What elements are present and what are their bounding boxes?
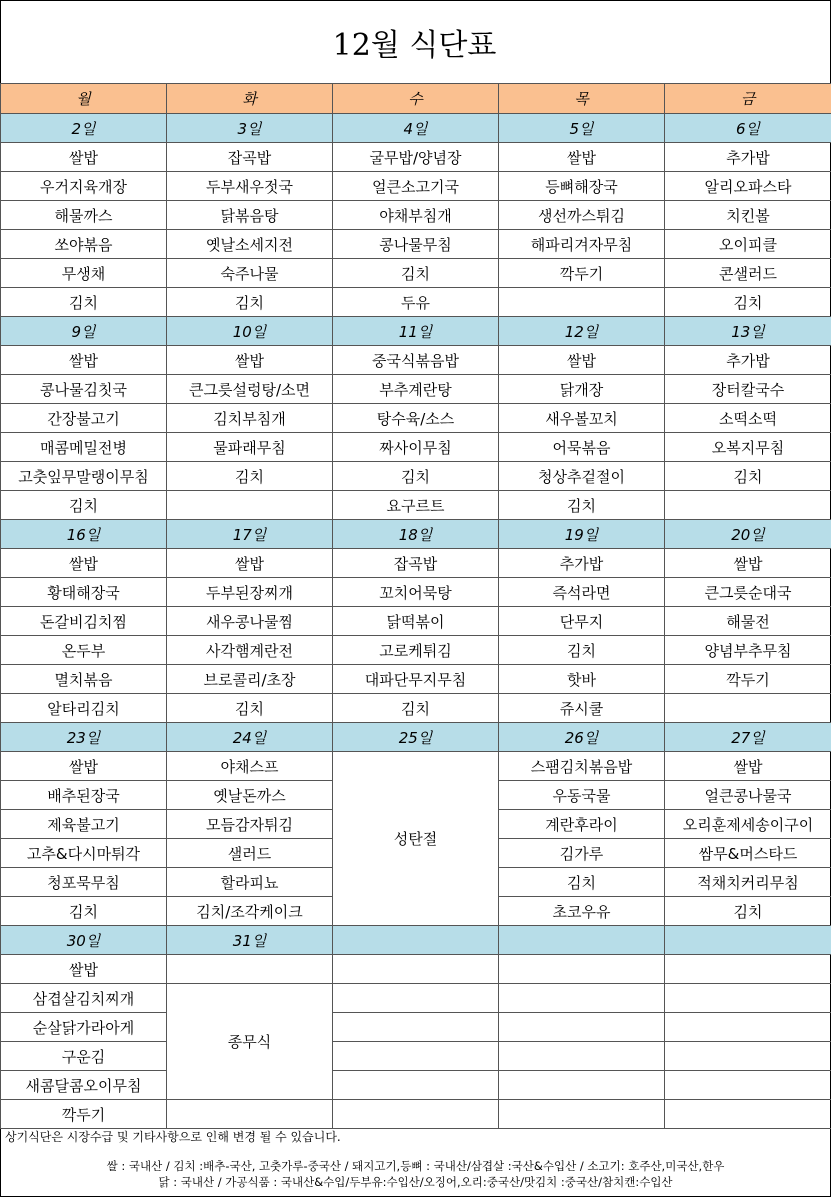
menu-cell: 콩나물무침 <box>333 230 499 259</box>
menu-cell: 김치 <box>665 462 831 491</box>
menu-row <box>1 433 831 462</box>
menu-cell: 간장불고기 <box>1 404 167 433</box>
page-title: 12월 식단표 <box>332 27 497 63</box>
menu-cell: 꼬치어묵탕 <box>333 578 499 607</box>
menu-cell <box>665 1042 831 1071</box>
menu-cell: 얼큰콩나물국 <box>665 781 831 810</box>
menu-cell: 우동국물 <box>499 781 665 810</box>
menu-cell: 온두부 <box>1 636 167 665</box>
menu-row <box>1 404 831 433</box>
menu-cell: 김치 <box>499 636 665 665</box>
menu-row <box>1 752 831 781</box>
menu-cell <box>499 1071 665 1100</box>
menu-cell: 새우볼꼬치 <box>499 404 665 433</box>
date-row <box>1 114 831 143</box>
menu-cell: 적채치커리무침 <box>665 868 831 897</box>
menu-row <box>1 346 831 375</box>
menu-cell: 샐러드 <box>167 839 333 868</box>
menu-cell: 소떡소떡 <box>665 404 831 433</box>
menu-cell: 물파래무침 <box>167 433 333 462</box>
date-cell: 18일 <box>333 520 499 549</box>
menu-cell: 새콤달콤오이무침 <box>1 1071 167 1100</box>
menu-cell <box>499 984 665 1013</box>
notice-text: 상기식단은 시장수급 및 기타사항으로 인해 변경 될 수 있습니다. <box>5 1130 341 1144</box>
weekday-header-row <box>1 84 831 114</box>
menu-cell: 쌀밥 <box>1 143 167 172</box>
menu-cell: 오이피클 <box>665 230 831 259</box>
menu-cell: 고로케튀김 <box>333 636 499 665</box>
menu-cell: 김치 <box>333 259 499 288</box>
menu-cell: 순살닭가라아게 <box>1 1013 167 1042</box>
menu-cell: 할라피뇨 <box>167 868 333 897</box>
menu-cell: 핫바 <box>499 665 665 694</box>
date-cell: 10일 <box>167 317 333 346</box>
menu-cell: 요구르트 <box>333 491 499 520</box>
menu-cell: 계란후라이 <box>499 810 665 839</box>
menu-cell: 닭볶음탕 <box>167 201 333 230</box>
menu-cell: 추가밥 <box>665 143 831 172</box>
date-row <box>1 520 831 549</box>
menu-cell: 깍두기 <box>665 665 831 694</box>
menu-cell: 김치 <box>1 897 167 926</box>
menu-cell: 알리오파스타 <box>665 172 831 201</box>
menu-cell: 브로콜리/초장 <box>167 665 333 694</box>
menu-cell: 김치 <box>333 694 499 723</box>
menu-cell: 잡곡밥 <box>167 143 333 172</box>
menu-cell: 추가밥 <box>499 549 665 578</box>
menu-cell: 추가밥 <box>665 346 831 375</box>
menu-row <box>1 636 831 665</box>
menu-cell: 부추계란탕 <box>333 375 499 404</box>
date-cell <box>333 926 499 955</box>
date-cell <box>665 926 831 955</box>
menu-row <box>1 578 831 607</box>
menu-cell: 구운김 <box>1 1042 167 1071</box>
menu-cell: 깍두기 <box>1 1100 167 1129</box>
menu-cell: 청포묵무침 <box>1 868 167 897</box>
menu-cell: 배추된장국 <box>1 781 167 810</box>
menu-row <box>1 172 831 201</box>
menu-row <box>1 1042 831 1071</box>
menu-cell: 돈갈비김치찜 <box>1 607 167 636</box>
menu-cell: 제육불고기 <box>1 810 167 839</box>
menu-cell <box>665 1071 831 1100</box>
menu-cell <box>499 1042 665 1071</box>
menu-cell <box>167 491 333 520</box>
menu-cell: 우거지육개장 <box>1 172 167 201</box>
menu-row <box>1 607 831 636</box>
menu-cell: 새우콩나물찜 <box>167 607 333 636</box>
menu-cell: 알타리김치 <box>1 694 167 723</box>
menu-cell: 얼큰소고기국 <box>333 172 499 201</box>
menu-row <box>1 694 831 723</box>
menu-cell: 쌀밥 <box>167 346 333 375</box>
menu-cell: 오복지무침 <box>665 433 831 462</box>
menu-cell: 무생채 <box>1 259 167 288</box>
menu-cell <box>499 1013 665 1042</box>
menu-cell: 김치/조각케이크 <box>167 897 333 926</box>
date-cell: 24일 <box>167 723 333 752</box>
date-cell: 25일 <box>333 723 499 752</box>
menu-cell: 짜사이무침 <box>333 433 499 462</box>
menu-cell: 옛날소세지전 <box>167 230 333 259</box>
menu-row <box>1 201 831 230</box>
menu-cell <box>333 1100 499 1129</box>
origin-info <box>0 1158 831 1190</box>
menu-cell: 멸치볶음 <box>1 665 167 694</box>
menu-cell: 김치 <box>1 288 167 317</box>
menu-cell: 장터칼국수 <box>665 375 831 404</box>
menu-cell <box>665 984 831 1013</box>
menu-cell <box>665 1013 831 1042</box>
menu-cell: 김가루 <box>499 839 665 868</box>
menu-row <box>1 549 831 578</box>
menu-cell: 김치 <box>665 288 831 317</box>
menu-cell: 등뼈해장국 <box>499 172 665 201</box>
menu-row <box>1 1013 831 1042</box>
date-cell: 13일 <box>665 317 831 346</box>
menu-cell: 두유 <box>333 288 499 317</box>
menu-cell: 잡곡밥 <box>333 549 499 578</box>
menu-cell: 쌀밥 <box>665 549 831 578</box>
menu-row <box>1 1100 831 1129</box>
menu-cell: 해물전 <box>665 607 831 636</box>
menu-cell <box>167 1100 333 1129</box>
origin-line-2: 닭 : 국내산 / 가공식품 : 국내산&수입/두부유:수입산/오징어,오리:중국산/맛김치 :중국산/참치캔:수입산 <box>158 1175 673 1189</box>
menu-cell: 고춧잎무말랭이무침 <box>1 462 167 491</box>
date-cell: 16일 <box>1 520 167 549</box>
menu-cell: 야채스프 <box>167 752 333 781</box>
menu-cell: 양념부추무침 <box>665 636 831 665</box>
menu-cell: 쌀밥 <box>499 143 665 172</box>
menu-cell: 콘샐러드 <box>665 259 831 288</box>
weekday-header: 목 <box>499 84 665 114</box>
menu-cell <box>333 1071 499 1100</box>
menu-row <box>1 375 831 404</box>
menu-cell: 생선까스튀김 <box>499 201 665 230</box>
menu-cell: 탕수육/소스 <box>333 404 499 433</box>
weekday-header: 금 <box>665 84 831 114</box>
menu-row <box>1 143 831 172</box>
menu-cell: 김치 <box>665 897 831 926</box>
date-cell: 30일 <box>1 926 167 955</box>
menu-cell: 매콤메밀전병 <box>1 433 167 462</box>
menu-cell: 쏘야볶음 <box>1 230 167 259</box>
date-cell: 5일 <box>499 114 665 143</box>
menu-cell: 김치 <box>499 491 665 520</box>
menu-cell: 옛날돈까스 <box>167 781 333 810</box>
date-cell: 23일 <box>1 723 167 752</box>
menu-row <box>1 462 831 491</box>
menu-cell: 큰그릇설렁탕/소면 <box>167 375 333 404</box>
menu-cell <box>499 288 665 317</box>
date-cell: 2일 <box>1 114 167 143</box>
menu-cell <box>499 1100 665 1129</box>
menu-cell: 김치부침개 <box>167 404 333 433</box>
weekday-header: 수 <box>333 84 499 114</box>
menu-cell: 단무지 <box>499 607 665 636</box>
menu-cell: 야채부침개 <box>333 201 499 230</box>
menu-cell: 콩나물김칫국 <box>1 375 167 404</box>
menu-cell: 오리훈제세송이구이 <box>665 810 831 839</box>
menu-cell <box>333 955 499 984</box>
menu-cell: 대파단무지무침 <box>333 665 499 694</box>
date-cell: 12일 <box>499 317 665 346</box>
menu-cell <box>665 694 831 723</box>
menu-cell: 깍두기 <box>499 259 665 288</box>
menu-cell: 해파리겨자무침 <box>499 230 665 259</box>
menu-cell <box>499 955 665 984</box>
menu-cell: 황태해장국 <box>1 578 167 607</box>
date-cell: 11일 <box>333 317 499 346</box>
menu-cell: 해물까스 <box>1 201 167 230</box>
menu-cell: 치킨볼 <box>665 201 831 230</box>
date-cell: 27일 <box>665 723 831 752</box>
menu-row <box>1 1071 831 1100</box>
menu-cell: 닭개장 <box>499 375 665 404</box>
date-cell: 3일 <box>167 114 333 143</box>
date-row <box>1 723 831 752</box>
date-cell: 4일 <box>333 114 499 143</box>
menu-cell: 쌀밥 <box>1 752 167 781</box>
menu-row <box>1 665 831 694</box>
menu-cell: 쌀밥 <box>665 752 831 781</box>
weekday-header: 화 <box>167 84 333 114</box>
menu-cell: 초코우유 <box>499 897 665 926</box>
closing-cell: 종무식 <box>167 984 333 1100</box>
menu-cell: 모듬감자튀김 <box>167 810 333 839</box>
date-cell: 6일 <box>665 114 831 143</box>
menu-cell <box>665 1100 831 1129</box>
menu-cell: 김치 <box>167 288 333 317</box>
menu-cell: 두부된장찌개 <box>167 578 333 607</box>
menu-cell: 김치 <box>1 491 167 520</box>
menu-cell: 큰그릇순대국 <box>665 578 831 607</box>
menu-row <box>1 984 831 1013</box>
menu-cell <box>665 955 831 984</box>
menu-cell: 김치 <box>333 462 499 491</box>
date-cell: 26일 <box>499 723 665 752</box>
date-row <box>1 926 831 955</box>
date-cell: 20일 <box>665 520 831 549</box>
menu-cell: 삼겹살김치찌개 <box>1 984 167 1013</box>
menu-cell: 고추&다시마튀각 <box>1 839 167 868</box>
menu-row <box>1 491 831 520</box>
menu-cell: 쌀밥 <box>167 549 333 578</box>
menu-cell: 어묵볶음 <box>499 433 665 462</box>
menu-cell: 두부새우젓국 <box>167 172 333 201</box>
menu-cell: 김치 <box>167 462 333 491</box>
menu-table <box>0 83 831 1129</box>
menu-cell: 김치 <box>167 694 333 723</box>
date-cell: 17일 <box>167 520 333 549</box>
menu-cell <box>333 984 499 1013</box>
menu-cell <box>167 955 333 984</box>
menu-cell: 즉석라면 <box>499 578 665 607</box>
menu-row <box>1 259 831 288</box>
menu-row <box>1 230 831 259</box>
menu-row <box>1 955 831 984</box>
menu-cell: 굴무밥/양념장 <box>333 143 499 172</box>
holiday-cell: 성탄절 <box>333 752 499 926</box>
origin-line-1: 쌀 : 국내산 / 김치 :배추-국산, 고춧가루-중국산 / 돼지고기,등뼈 : 국내산/삼겹살 :국산&수입산 / 소고기: 호주산,미국산,한우 <box>106 1159 725 1173</box>
date-cell: 9일 <box>1 317 167 346</box>
menu-cell <box>333 1013 499 1042</box>
date-row <box>1 317 831 346</box>
menu-cell: 스팸김치볶음밥 <box>499 752 665 781</box>
menu-cell: 중국식볶음밥 <box>333 346 499 375</box>
menu-cell <box>333 1042 499 1071</box>
menu-cell <box>665 491 831 520</box>
menu-cell: 사각햄계란전 <box>167 636 333 665</box>
date-cell: 19일 <box>499 520 665 549</box>
menu-cell: 쥬시쿨 <box>499 694 665 723</box>
menu-cell: 쌀밥 <box>1 549 167 578</box>
weekday-header: 월 <box>1 84 167 114</box>
menu-cell: 닭떡볶이 <box>333 607 499 636</box>
menu-cell: 청상추겉절이 <box>499 462 665 491</box>
menu-row <box>1 288 831 317</box>
menu-cell: 숙주나물 <box>167 259 333 288</box>
date-cell <box>499 926 665 955</box>
date-cell: 31일 <box>167 926 333 955</box>
menu-cell: 쌀밥 <box>1 346 167 375</box>
menu-cell: 쌀밥 <box>1 955 167 984</box>
menu-cell: 쌈무&머스타드 <box>665 839 831 868</box>
menu-cell: 김치 <box>499 868 665 897</box>
menu-cell: 쌀밥 <box>499 346 665 375</box>
